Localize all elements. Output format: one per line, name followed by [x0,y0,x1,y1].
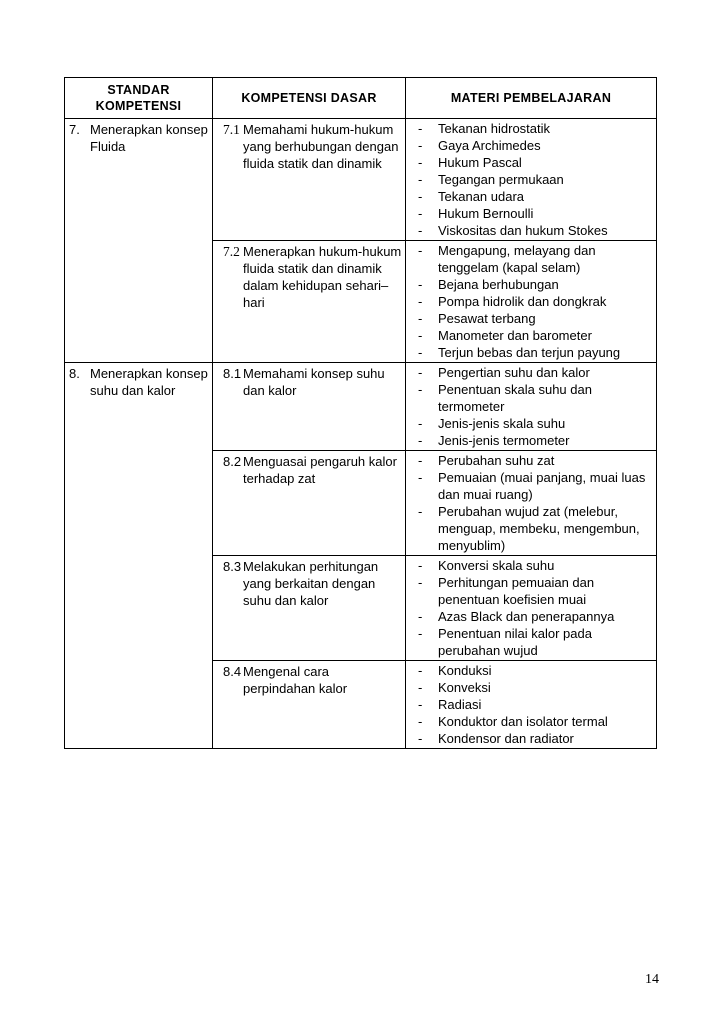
list-item [418,120,654,137]
header-standar-kompetensi [65,78,213,119]
materi-list [406,661,656,748]
list-item [418,608,654,625]
kompetensi-dasar-cell [213,556,406,661]
kompetensi-dasar-cell [213,451,406,556]
materi-item-text: Pengertian suhu dan kalor [438,365,590,380]
kd-text: Memahami hukum-hukum yang berhubungan dengan fluida statik dan dinamik [243,122,399,171]
standar-kompetensi-cell [65,119,213,363]
list-item [418,310,654,327]
list-item [418,662,654,679]
materi-list [406,556,656,660]
list-item [418,276,654,293]
materi-list [406,119,656,240]
bullet-dash: - [418,433,423,448]
bullet-dash: - [418,609,423,624]
kd-number: 8.4 [223,664,242,679]
materi-item-text: Terjun bebas dan terjun payung [438,345,621,360]
materi-item-text: Konversi skala suhu [438,558,555,573]
bullet-dash: - [418,243,423,258]
bullet-dash: - [418,504,423,519]
materi-item-text: Azas Black dan penerapannya [438,609,615,624]
materi-item-text: Hukum Bernoulli [438,206,534,221]
sk-text: Menerapkan konsep Fluida [90,122,208,154]
materi-item-text: Perubahan wujud zat (melebur, menguap, membeku, mengembun, menyublim) [438,504,640,553]
list-item [418,625,654,659]
materi-item-text: Konveksi [438,680,491,695]
bullet-dash: - [418,731,423,746]
list-item [418,205,654,222]
materi-list [406,451,656,555]
list-item [418,154,654,171]
list-item [418,327,654,344]
kompetensi-dasar-cell [213,363,406,451]
header-standar-line1: STANDAR [107,83,170,97]
bullet-dash: - [418,223,423,238]
materi-cell [406,363,657,451]
bullet-dash: - [418,365,423,380]
kd-text: Menguasai pengaruh kalor terhadap zat [243,454,397,486]
materi-item-text: Pesawat terbang [438,311,536,326]
kd-text: Menerapkan hukum-hukum fluida statik dan dinamik dalam kehidupan sehari–hari [243,244,402,310]
bullet-dash: - [418,345,423,360]
materi-item-text: Pompa hidrolik dan dongkrak [438,294,607,309]
bullet-dash: - [418,121,423,136]
bullet-dash: - [418,328,423,343]
list-item [418,188,654,205]
bullet-dash: - [418,382,423,397]
materi-cell [406,661,657,749]
materi-item-text: Manometer dan barometer [438,328,592,343]
page-number: 14 [645,972,659,987]
bullet-dash: - [418,575,423,590]
bullet-dash: - [418,453,423,468]
materi-cell [406,241,657,363]
materi-item-text: Jenis-jenis termometer [438,433,570,448]
list-item [418,171,654,188]
list-item [418,293,654,310]
list-item [418,432,654,449]
sk-number: 8. [69,366,80,381]
bullet-dash: - [418,558,423,573]
header-materi-pembelajaran: MATERI PEMBELAJARAN [406,78,657,119]
materi-item-text: Mengapung, melayang dan tenggelam (kapal selam) [438,243,596,275]
bullet-dash: - [418,155,423,170]
materi-list [406,241,656,362]
list-item [418,469,654,503]
bullet-dash: - [418,470,423,485]
kompetensi-dasar-cell [213,119,406,241]
bullet-dash: - [418,714,423,729]
list-item [418,364,654,381]
bullet-dash: - [418,138,423,153]
bullet-dash: - [418,663,423,678]
materi-item-text: Tekanan hidrostatik [438,121,551,136]
materi-item-text: Perhitungan pemuaian dan penentuan koefisien muai [438,575,595,607]
materi-item-text: Radiasi [438,697,482,712]
bullet-dash: - [418,294,423,309]
list-item [418,137,654,154]
materi-item-text: Bejana berhubungan [438,277,559,292]
list-item [418,730,654,747]
kd-text: Memahami konsep suhu dan kalor [243,366,385,398]
materi-item-text: Penentuan nilai kalor pada perubahan wujud [438,626,592,658]
materi-item-text: Konduksi [438,663,492,678]
list-item [418,503,654,554]
materi-item-text: Gaya Archimedes [438,138,541,153]
standar-kompetensi-cell [65,363,213,749]
materi-cell [406,119,657,241]
kd-number: 7.1 [223,122,240,137]
list-item [418,452,654,469]
materi-item-text: Kondensor dan radiator [438,731,574,746]
kompetensi-dasar-cell [213,661,406,749]
bullet-dash: - [418,172,423,187]
materi-item-text: Tegangan permukaan [438,172,564,187]
list-item [418,557,654,574]
list-item [418,713,654,730]
materi-cell [406,556,657,661]
kd-number: 8.3 [223,559,242,574]
header-standar-line2: KOMPETENSI [95,99,182,113]
bullet-dash: - [418,697,423,712]
materi-item-text: Pemuaian (muai panjang, muai luas dan muai ruang) [438,470,646,502]
list-item [418,415,654,432]
list-item [418,344,654,361]
bullet-dash: - [418,277,423,292]
kd-number: 8.1 [223,366,242,381]
sk-text: Menerapkan konsep suhu dan kalor [90,366,208,398]
materi-item-text: Penentuan skala suhu dan termometer [438,382,592,414]
table-row [65,119,657,241]
kd-number: 7.2 [223,244,240,259]
bullet-dash: - [418,206,423,221]
kd-text: Mengenal cara perpindahan kalor [243,664,348,696]
materi-item-text: Hukum Pascal [438,155,522,170]
list-item [418,696,654,713]
list-item [418,222,654,239]
kd-text: Melakukan perhitungan yang berkaitan dengan suhu dan kalor [243,559,379,608]
table-header-row [65,78,657,119]
bullet-dash: - [418,311,423,326]
kd-number: 8.2 [223,454,242,469]
list-item [418,242,654,276]
bullet-dash: - [418,626,423,641]
sk-number: 7. [69,122,80,137]
materi-cell [406,451,657,556]
list-item [418,679,654,696]
materi-item-text: Jenis-jenis skala suhu [438,416,566,431]
materi-item-text: Tekanan udara [438,189,525,204]
materi-item-text: Perubahan suhu zat [438,453,555,468]
materi-item-text: Konduktor dan isolator termal [438,714,608,729]
materi-list [406,363,656,450]
kompetensi-dasar-cell [213,241,406,363]
bullet-dash: - [418,680,423,695]
materi-item-text: Viskositas dan hukum Stokes [438,223,608,238]
table-row [65,363,657,451]
list-item [418,381,654,415]
bullet-dash: - [418,416,423,431]
bullet-dash: - [418,189,423,204]
curriculum-table [64,77,657,749]
header-kompetensi-dasar: KOMPETENSI DASAR [213,78,406,119]
list-item [418,574,654,608]
